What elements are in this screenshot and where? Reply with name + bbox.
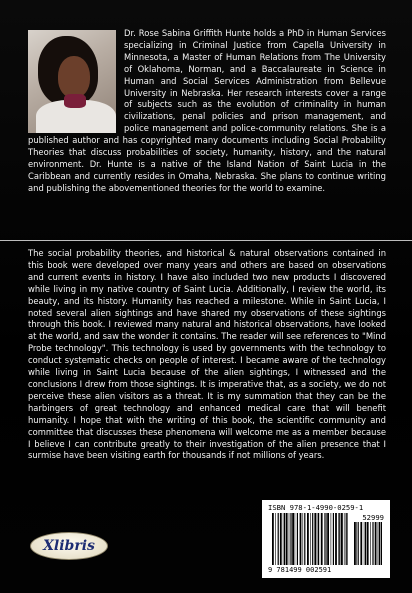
publisher-logo-text: Xlibris [43, 538, 95, 554]
price-code: 52999 [362, 513, 384, 522]
publisher-logo [30, 532, 108, 560]
book-synopsis [28, 248, 386, 462]
barcode-digits: 9 781499 002591 [268, 566, 332, 574]
author-bio [28, 28, 386, 195]
divider [0, 240, 412, 241]
barcode-bars [272, 513, 348, 565]
isbn-text: ISBN 978-1-4990-0259-1 [268, 503, 364, 512]
synopsis-text: The social probability theories, and historical & natural observations contained in this book were developed over many years and others are based on observations and current events in history. I have also included two new products I discovered while living in my native country of Saint Lucia. Additionally, I review the world, its beauty, and its history. Humanity has reached a milestone. While in Saint Lucia, I noted several alien sightings and have shared my observations of these sightings through this book. I reviewed many natural and historical observations, have looked at the world, and saw the wonder it contains. The reader will see references to "Mind Probe technology". This technology is used by governments with the technology to conduct systematic checks on people of interest. I became aware of the technology while living in Saint Lucia because of the alien sightings, I witnessed and the conclusions I drew from those sightings. It is imperative that, as a society, we do not perceive these alien visitors as a threat. It is my summation that they can be the harbingers of great technology and enhanced medical care that will benefit humanity. I hope that with the writing of this book, the scientific community and committee that discusses these phenomena will welcome me as a member because I believe I can contribute greatly to their investigation of the alien presence that I surmise have been visiting earth for thousands if not millions of years. [28, 248, 386, 461]
author-bio-text: Dr. Rose Sabina Griffith Hunte holds a PhD in Human Services specializing in Criminal Justice from Capella University in Minnesota, a Master of Human Relations from The University of Oklahoma, Norman, and a Baccalaureate in Science in Human and Social Services Administration from Bellevue University in Nebraska. Her research interests cover a range of subjects such as the evolution of criminality in human civilizations, penal policies and prison management, and police management and police-community relations. She is a published author and has copyrighted many documents including Social Probability Theories that discuss probabilities of society, humanity, history, and the natural environment. Dr. Hunte is a native of the Island Nation of Saint Lucia in the Caribbean and currently resides in Omaha, Nebraska. She plans to continue writing and publishing the abovementioned theories for the world to examine. [28, 28, 386, 193]
barcode [262, 500, 390, 578]
barcode-addon-bars [354, 522, 382, 565]
